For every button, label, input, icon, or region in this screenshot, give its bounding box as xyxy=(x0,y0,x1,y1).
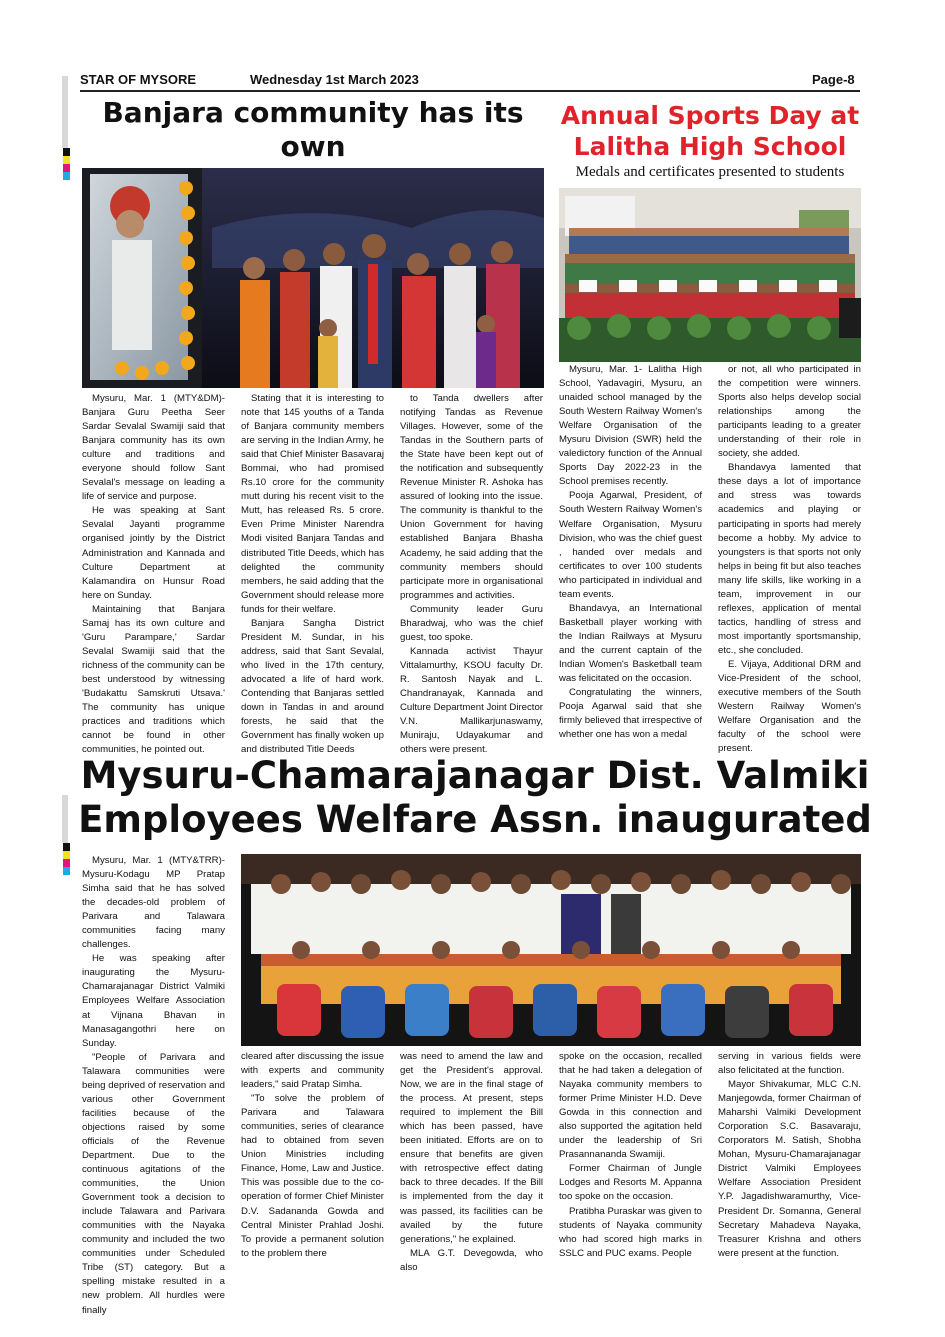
swatch-magenta-2 xyxy=(63,859,70,867)
swatch-black xyxy=(63,148,70,156)
swatch-black-2 xyxy=(63,843,70,851)
story3-column-1 xyxy=(82,854,225,1318)
story1-col3-para-3: Kannada activist Thayur Vittalamurthy, KSOU faculty Dr. R. Santosh Nayak and L. Chandranayak, Kannada and Culture Department Joint Director V.N. Mallikarjunaswamy, Muniraju, Udayakumar and others were present. xyxy=(400,645,543,756)
story1-column-1 xyxy=(82,392,225,757)
story2-col2-para-1: or not, all who participated in the competition were winners. Sports also helps develop social relationships among the participants leading to a greater understanding of their role in society, she added. xyxy=(718,364,861,460)
story3-col2-para-1: cleared after discussing the issue with experts and community leaders," said Pratap Simha. xyxy=(241,1051,384,1091)
story3-col1-para-2: He was speaking after inaugurating the Mysuru-Chamarajanagar District Valmiki Employees Welfare Association at Vijnana Bhavan in Manasagangothri here on Sunday. xyxy=(82,953,225,1049)
story3-col4-para-1: spoke on the occasion, recalled that he had taken a delegation of Nayaka community members to former Prime Minister H.D. Deve Gowda in this connection and also supported the agitation held under the leadership of Sri Prasannananda Swamiji. xyxy=(559,1051,702,1161)
story1-col1-para-3: Maintaining that Banjara Samaj has its own culture and 'Guru Parampare,' Sardar Sevalal Swamiji said that the richness of the community can be best understood by witnessing 'Budakattu Samskruti Utsava.' The community has unique practices and traditions which cannot be found in other communities, he pointed out. xyxy=(82,603,225,756)
story2-subhead: Medals and certificates presented to students xyxy=(575,164,845,180)
story3-col2-para-2: "To solve the problem of Parivara and Talawara communities, series of clearance had to obtained from seven Union Ministries including Finance, Home, Law and Justice. This was possible due to the co-operation of former Chief Minister D.V. Sadananda Gowda and Central Minister Prahlad Joshi. To provide a permanent solution to the problem there xyxy=(241,1093,384,1259)
swatch-yellow-2 xyxy=(63,851,70,859)
story1-photo xyxy=(82,168,544,388)
story2-headline xyxy=(555,100,865,162)
story3-col5-para-2: Mayor Shivakumar, MLC C.N. Manjegowda, former Chairman of Maharshi Valmiki Development Corporation S.C. Basavaraju, Corporators M. Satish, Shobha Mohan, Mysuru-Chamarajanagar District Valmiki Employees Welfare Association President Y.P. Jagadishwaramurthy, Vice-President Dr. Somanna, General Secretary Mahadeva Nayaka, Treasurer Krishna and others were present at the function. xyxy=(718,1079,861,1259)
story3-column-5 xyxy=(718,1050,861,1261)
swatch-yellow xyxy=(63,156,70,164)
story3-col4-para-3: Pratibha Puraskar was given to students of Nayaka community who had scored high marks in SSLC and PUC exams. People xyxy=(559,1205,702,1259)
story2-col2-para-3: E. Vijaya, Additional DRM and Vice-President of the school, executive members of the South Western Railway Women's Welfare Organisation and the faculty of the school were present. xyxy=(718,658,861,755)
story1-col3-para-2: Community leader Guru Bharadwaj, who was the chief guest, too spoke. xyxy=(400,603,543,643)
swatch-magenta xyxy=(63,164,70,172)
story1-col2-para-2: Banjara Sangha District President M. Sundar, in his address, said that Sant Sevalal, who lived in the 17th century, advocated a life of hard work. Contending that Banjaras settled down in Tandas in and around forests, he said that the Government has finally woken up and distributed Title Deeds xyxy=(241,617,384,756)
story1-col3-para-1: to Tanda dwellers after notifying Tandas as Revenue Villages. However, some of the Tandas in the Southern parts of the State have been kept out of the notification and subsequently Revenue Minister R. Ashoka has assured of looking into the issue. The community is thankful to the Union Government for having established Banjara Bhasha Academy, he said adding that the community members should participate more in organisational programmes and activities. xyxy=(400,393,543,601)
story1-column-2 xyxy=(241,392,384,757)
story1-col1-para-1: Mysuru, Mar. 1 (MTY&DM)- Banjara Guru Peetha Seer Sardar Sevalal Swamiji said that Banjara community has its own culture and traditions and everyone should follow Sant Sevalal's message on leading a life of service and purpose. xyxy=(82,393,225,503)
story1-col1-para-2: He was speaking at Sant Sevalal Jayanti programme organised jointly by the District Administration and Kannada and Culture Department at Kalamandira on Hunsur Road here on Sunday. xyxy=(82,505,225,601)
story2-column-1 xyxy=(559,363,702,742)
swatch-cyan-2 xyxy=(63,867,70,875)
story3-headline-line1: Mysuru-Chamarajanagar Dist. Valmiki xyxy=(80,754,870,797)
page-number: Page-8 xyxy=(812,72,855,87)
story3-photo xyxy=(241,854,861,1046)
story1-column-3 xyxy=(400,392,543,757)
story3-column-2 xyxy=(241,1050,384,1261)
swatch-cyan xyxy=(63,172,70,180)
paper-name: STAR OF MYSORE xyxy=(80,72,197,87)
story3-col5-para-1: serving in various fields were also felicitated at the function. xyxy=(718,1051,861,1077)
story2-col1-para-1: Mysuru, Mar. 1- Lalitha High School, Yadavagiri, Mysuru, an unaided school managed by the South Western Railway Women's Welfare Organisation of the Mysuru Division (SWR) held the valedictory function of the Annual Sports Day 2022-23 in the School premises recently. xyxy=(559,364,702,488)
story3-col4-para-2: Former Chairman of Jungle Lodges and Resorts M. Appanna too spoke on the occasion. xyxy=(559,1163,702,1203)
story2-col1-para-2: Pooja Agarwal, President, of South Western Railway Women's Welfare Organisation, Mysuru Division, who was the chief guest , handed over medals and certificates to over 100 students who participated in individual and team events. xyxy=(559,490,702,600)
story3-headline xyxy=(60,754,890,842)
story2-column-2 xyxy=(718,363,861,756)
story3-col3-para-2: MLA G.T. Devegowda, who also xyxy=(400,1247,543,1273)
story2-headline-line1: Annual Sports Day at xyxy=(560,101,860,130)
story3-col1-para-3: "People of Parivara and Talawara communities were being deprived of reservation and various other Government facilities because of the objections raised by some officials of the Revenue Department. Due to the continuous agitations of the communities, the Union Government took a decision to include Talawara and Parivara communities with the Nayaka community and included the two communities under Scheduled Tribe (ST) category. But a spelling mistake resulted in a new problem. All hurdles were finally xyxy=(82,1051,225,1316)
story2-headline-line2: Lalitha High School xyxy=(573,132,847,161)
story1-col2-para-1: Stating that it is interesting to note that 145 youths of a Tanda of Banjara community members are serving in the Indian Army, he said that Chief Minister Basavaraj Bommai, who had promised Rs.10 crore for the community mutt during his recent visit to the Mutt, has released Rs. 5 crore. Even Prime Minister Narendra Modi visited Banjara Tandas and distributed Title Deeds, which has delighted the community members, he said adding that the Government should release more funds for their welfare. xyxy=(241,393,384,615)
story2-photo xyxy=(559,188,861,362)
story3-column-3 xyxy=(400,1050,543,1275)
story3-headline-line2: Employees Welfare Assn. inaugurated xyxy=(78,798,872,841)
margin-bar-top xyxy=(62,76,68,148)
story2-col1-para-4: Congratulating the winners, Pooja Agarwal said that she firmly believed that irrespective of whether one has won a medal xyxy=(559,687,702,741)
story3-col3-para-1: was need to amend the law and get the President's approval. Now, we are in the final stage of the process. At present, steps required to implement the Bill which has been passed, have been initiated. Efforts are on to ensure that benefits are given with retrospective effect dating back to three decades. If the Bill is implemented from the day it was passed, its facilities can be availed by the future generations," he explained. xyxy=(400,1051,543,1245)
story3-col1-para-1: Mysuru, Mar. 1 (MTY&TRR)- Mysuru-Kodagu MP Pratap Simha said that he has solved the decades-old problem of Parivara and Talawara communities facing many challenges. xyxy=(82,855,225,951)
story3-column-4 xyxy=(559,1050,702,1261)
story2-col1-para-3: Bhandavya, an International Basketball player working with the Indian Railways at Mysuru and the current captain of the Indian Women's Basketball team was felicitated on the occasion. xyxy=(559,602,702,685)
header-rule xyxy=(80,90,860,92)
story1-headline-line1: Banjara community has its own xyxy=(102,96,524,163)
issue-date: Wednesday 1st March 2023 xyxy=(250,72,419,87)
story2-col2-para-2: Bhandavya lamented that these days a lot of importance and stress was towards academics and playing or participating in sports had merely become a hobby. My advice to youngsters is that sports not only helps in being fit but also teaches many life skills, like working in a team, improvement in our reflexes, application of mental tactics, handling of stress and most importantly sportsmanship, etc., she concluded. xyxy=(718,462,861,656)
